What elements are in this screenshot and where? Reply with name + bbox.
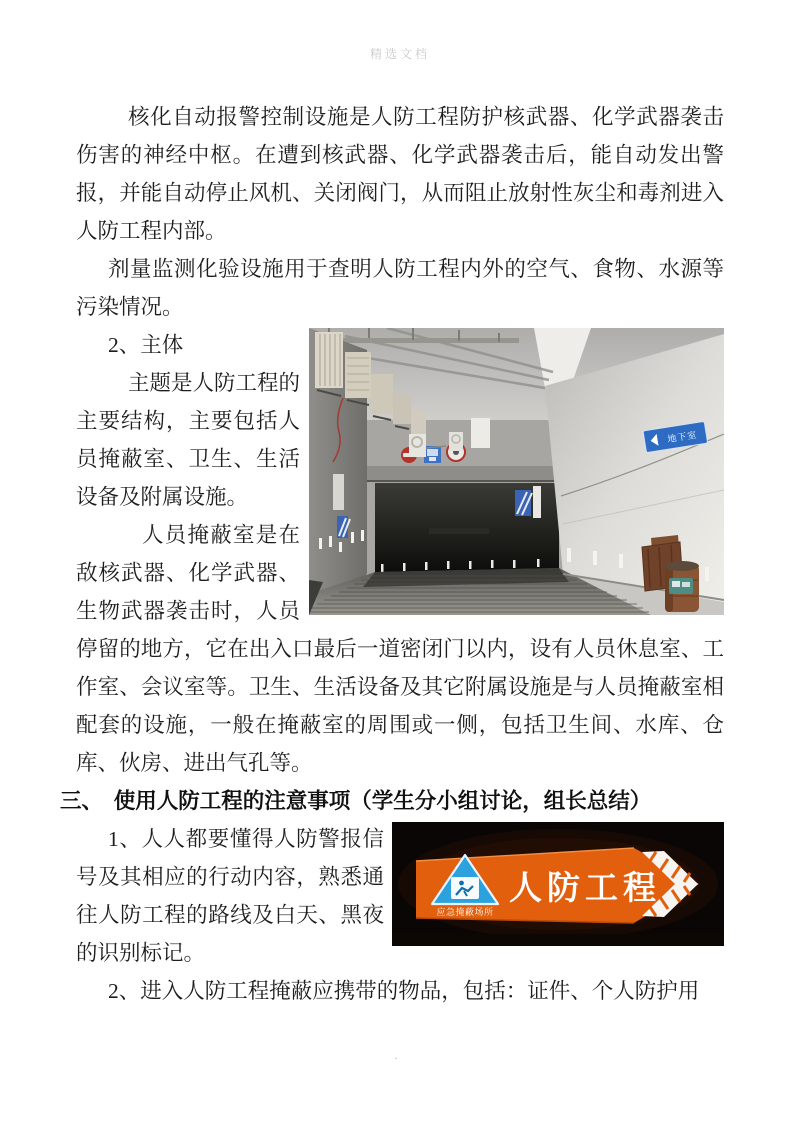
floor-shadow: [392, 934, 724, 946]
subtitle-main-body-text: 2、主体: [108, 333, 184, 357]
paragraph-items-to-carry: 2、进入人防工程掩蔽应携带的物品，包括：证件、个人防护用: [108, 979, 700, 1003]
section-heading-three: 三、 使用人防工程的注意事项（学生分小组讨论，组长总结）: [60, 789, 652, 813]
photo-civil-defense-sign: [392, 822, 724, 946]
warning-signals-text: 1、人人都要懂得人防警报信号及其相应的行动内容，熟悉通往人防工程的路线及白天、黑夜的识别标记。: [76, 827, 384, 965]
garage-photo-svg: [309, 328, 724, 615]
tunnel-lintel: [367, 466, 567, 481]
sign-photo-svg: [392, 822, 724, 946]
sign-title-text: 人防工程: [509, 869, 661, 906]
ac-unit: [471, 418, 490, 448]
storage-barrel: [665, 561, 699, 612]
tunnel-entrance: [367, 466, 567, 572]
footer-mark: ·: [394, 1051, 398, 1065]
arrow-sign: [416, 848, 699, 923]
ac-unit: [411, 410, 426, 434]
ac-unit: [393, 394, 411, 424]
basement-sign-label: 地下室: [666, 429, 699, 445]
paragraph-warning-signals: [76, 820, 724, 972]
wall-white-panel: [333, 474, 344, 510]
photo-garage-entrance: [309, 328, 724, 615]
white-post: [533, 486, 541, 518]
paragraph-shelter-rooms: 人员掩蔽室是在敌核武器、化学武器、生物武器袭击时，人员停留的地方，它在出入口最后一道密闭门以内，设有人员休息室、工作室、会议室等。卫生、生活设备及其它附属设施是与人员掩蔽室相配套的设施，一般在掩蔽室的周围或一侧，包括卫生间、水库、仓库、伙房、进出气孔等。: [76, 523, 724, 775]
ac-unit: [371, 374, 393, 414]
ac-unit: [315, 332, 343, 388]
paragraph-alarm-facility: 核化自动报警控制设施是人防工程防护核武器、化学武器袭击伤害的神经中枢。在遭到核武器、化学武器袭击后，能自动发出警报，并能自动停止风机、关闭阀门，从而阻止放射性灰尘和毒剂进入人防工程内部。: [76, 105, 724, 243]
doc-body: [60, 98, 724, 1010]
doc-header-watermark: 精选文档: [369, 47, 430, 61]
shelter-subtitle-text: 应急掩蔽场所: [436, 907, 494, 917]
paragraph-dose-monitoring: 剂量监测化验设施用于查明人防工程内外的空气、食物、水源等污染情况。: [76, 257, 724, 319]
ac-unit: [345, 352, 371, 398]
paragraph-main-structure: 主题是人防工程的主要结构，主要包括人员掩蔽室、卫生、生活设备及附属设施。: [76, 371, 301, 509]
